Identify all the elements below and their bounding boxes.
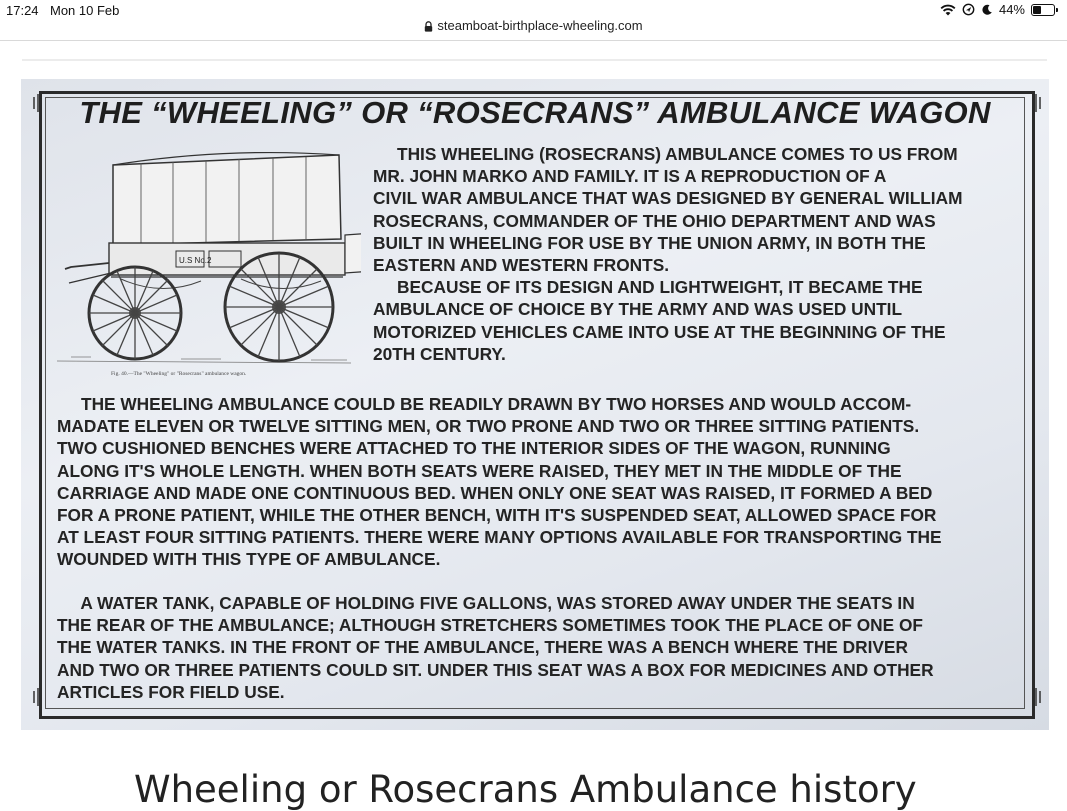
- page-heading: Wheeling or Rosecrans Ambulance history: [134, 768, 917, 811]
- text-line: A WATER TANK, CAPABLE OF HOLDING FIVE GALLONS, WAS STORED AWAY UNDER THE SEATS IN: [57, 593, 915, 613]
- corner-ornament-icon: [1033, 93, 1043, 113]
- text-line: CARRIAGE AND MADE ONE CONTINUOUS BED. WHEN ONLY ONE SEAT WAS RAISED, IT FORMED A BED: [57, 482, 933, 503]
- wagon-rear-wheel: [225, 253, 333, 361]
- wagon-label: U.S No.2: [179, 256, 212, 265]
- battery-percent: 44%: [998, 2, 1025, 17]
- wifi-icon: [940, 4, 956, 16]
- text-line: FOR A PRONE PATIENT, WHILE THE OTHER BENCH, WITH IT'S SUSPENDED SEAT, ALLOWED SPACE FOR: [57, 505, 937, 526]
- text-line: CIVIL WAR AMBULANCE THAT WAS DESIGNED BY GENERAL WILLIAM: [373, 188, 963, 209]
- location-icon: [962, 3, 975, 16]
- text-line: AT LEAST FOUR SITTING PATIENTS. THERE WERE MANY OPTIONS AVAILABLE FOR TRANSPORTING THE: [57, 527, 942, 548]
- text-line: AND TWO OR THREE PATIENTS COULD SIT. UNDER THIS SEAT WAS A BOX FOR MEDICINES AND OTHER: [57, 659, 934, 680]
- text-line: WOUNDED WITH THIS TYPE OF AMBULANCE.: [57, 549, 441, 570]
- wagon-front-wheel: [89, 267, 181, 359]
- text-line: ALONG IT'S WHOLE LENGTH. WHEN BOTH SEATS WERE RAISED, THEY MET IN THE MIDDLE OF THE: [57, 460, 902, 481]
- status-time: 17:24: [6, 3, 39, 18]
- text-line: BUILT IN WHEELING FOR USE BY THE UNION ARMY, IN BOTH THE: [373, 232, 926, 253]
- lock-icon: [424, 21, 433, 32]
- status-icons: [940, 2, 1055, 17]
- plaque-paragraph-3: [57, 592, 934, 703]
- text-line: THE WATER TANKS. IN THE FRONT OF THE AMBULANCE, THERE WAS A BENCH WHERE THE DRIVER: [57, 637, 908, 658]
- address-bar[interactable]: [0, 18, 1067, 40]
- text-line: MOTORIZED VEHICLES CAME INTO USE AT THE BEGINNING OF THE: [373, 321, 946, 342]
- moon-icon: [981, 4, 993, 16]
- corner-ornament-icon: [1033, 687, 1043, 707]
- text-line: THIS WHEELING (ROSECRANS) AMBULANCE COMES TO US FROM: [373, 144, 958, 164]
- plaque-photo: [21, 79, 1049, 730]
- battery-icon: [1031, 4, 1055, 16]
- text-line: MR. JOHN MARKO AND FAMILY. IT IS A REPRODUCTION OF A: [373, 166, 887, 187]
- status-date: Mon 10 Feb: [50, 3, 120, 18]
- plaque-paragraph-2: [57, 393, 942, 571]
- plaque-paragraph-1: [373, 143, 962, 365]
- text-line: BECAUSE OF ITS DESIGN AND LIGHTWEIGHT, IT BECAME THE: [373, 277, 923, 298]
- content-divider: [22, 59, 1047, 61]
- text-line: THE WHEELING AMBULANCE COULD BE READILY DRAWN BY TWO HORSES AND WOULD ACCOM-: [57, 394, 912, 414]
- url-text[interactable]: steamboat-birthplace-wheeling.com: [437, 18, 643, 33]
- text-line: TWO CUSHIONED BENCHES WERE ATTACHED TO THE INTERIOR SIDES OF THE WAGON, RUNNING: [57, 438, 891, 459]
- plaque-title: THE “WHEELING” OR “ROSECRANS” AMBULANCE WAGON: [79, 95, 991, 130]
- text-line: ARTICLES FOR FIELD USE.: [57, 681, 285, 702]
- wagon-caption: Fig. 40.—The "Wheeling" or "Rosecrans" ambulance wagon.: [111, 371, 247, 377]
- text-line: EASTERN AND WESTERN FRONTS.: [373, 255, 670, 276]
- corner-ornament-icon: [31, 93, 41, 113]
- text-line: THE REAR OF THE AMBULANCE; ALTHOUGH STRETCHERS SOMETIMES TOOK THE PLACE OF ONE OF: [57, 615, 923, 636]
- text-line: ROSECRANS, COMMANDER OF THE OHIO DEPARTMENT AND WAS: [373, 210, 936, 231]
- ambulance-wagon-illustration: [51, 147, 361, 377]
- toolbar-divider: [0, 40, 1067, 41]
- corner-ornament-icon: [31, 687, 41, 707]
- text-line: 20TH CENTURY.: [373, 343, 506, 364]
- battery-fill: [1033, 6, 1041, 14]
- text-line: AMBULANCE OF CHOICE BY THE ARMY AND WAS USED UNTIL: [373, 299, 903, 320]
- text-line: MADATE ELEVEN OR TWELVE SITTING MEN, OR TWO PRONE AND TWO OR THREE SITTING PATIENTS.: [57, 416, 920, 437]
